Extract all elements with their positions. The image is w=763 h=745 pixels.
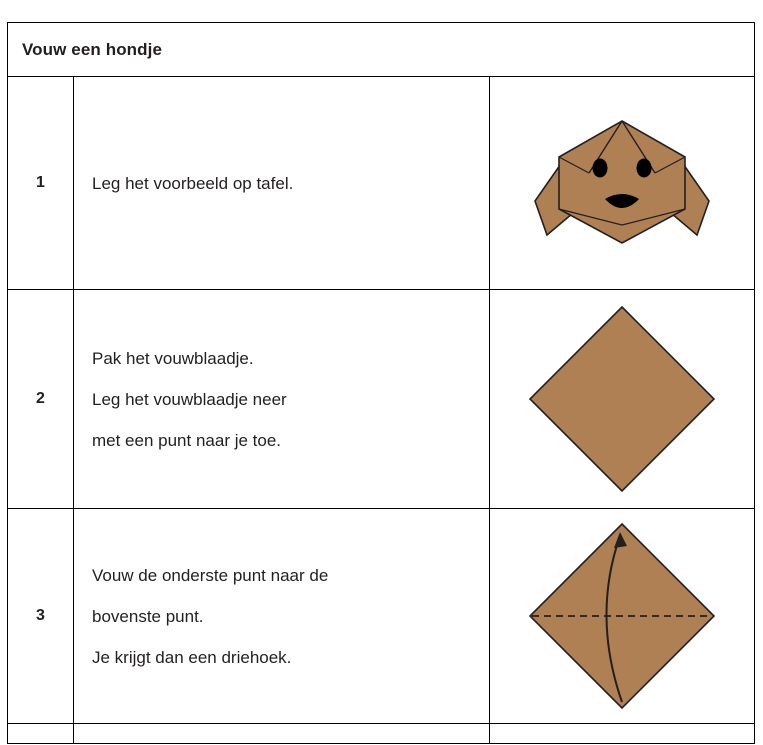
step-instruction xyxy=(74,77,490,289)
diamond-with-fold-arrow-figure xyxy=(524,518,720,714)
step-figure-cell xyxy=(490,724,754,743)
step-number: 3 xyxy=(8,509,74,723)
table-row xyxy=(8,290,754,509)
step-figure-cell xyxy=(490,509,754,723)
step-line: Je krijgt dan een driehoek. xyxy=(92,647,292,667)
dog-head-origami-figure xyxy=(517,113,727,253)
table-row xyxy=(8,509,754,724)
page-title: Vouw een hondje xyxy=(22,39,163,59)
step-line: Leg het vouwblaadje neer xyxy=(92,389,287,409)
step-line: met een punt naar je toe. xyxy=(92,430,282,450)
step-instruction xyxy=(74,724,490,743)
table-row xyxy=(8,77,754,290)
step-number xyxy=(8,724,74,743)
step-number: 1 xyxy=(8,77,74,289)
step-instruction xyxy=(74,509,490,723)
step-figure-cell xyxy=(490,290,754,508)
step-line: Pak het vouwblaadje. xyxy=(92,348,254,368)
step-number: 2 xyxy=(8,290,74,508)
step-figure-cell xyxy=(490,77,754,289)
step-line: Leg het voorbeeld op tafel. xyxy=(92,173,294,193)
diamond-paper-figure xyxy=(524,301,720,497)
table-row xyxy=(8,724,754,744)
step-instruction xyxy=(74,290,490,508)
table-title-row xyxy=(8,23,754,77)
step-line: Vouw de onderste punt naar de xyxy=(92,565,329,585)
instruction-table xyxy=(7,22,755,744)
step-line: bovenste punt. xyxy=(92,606,204,626)
